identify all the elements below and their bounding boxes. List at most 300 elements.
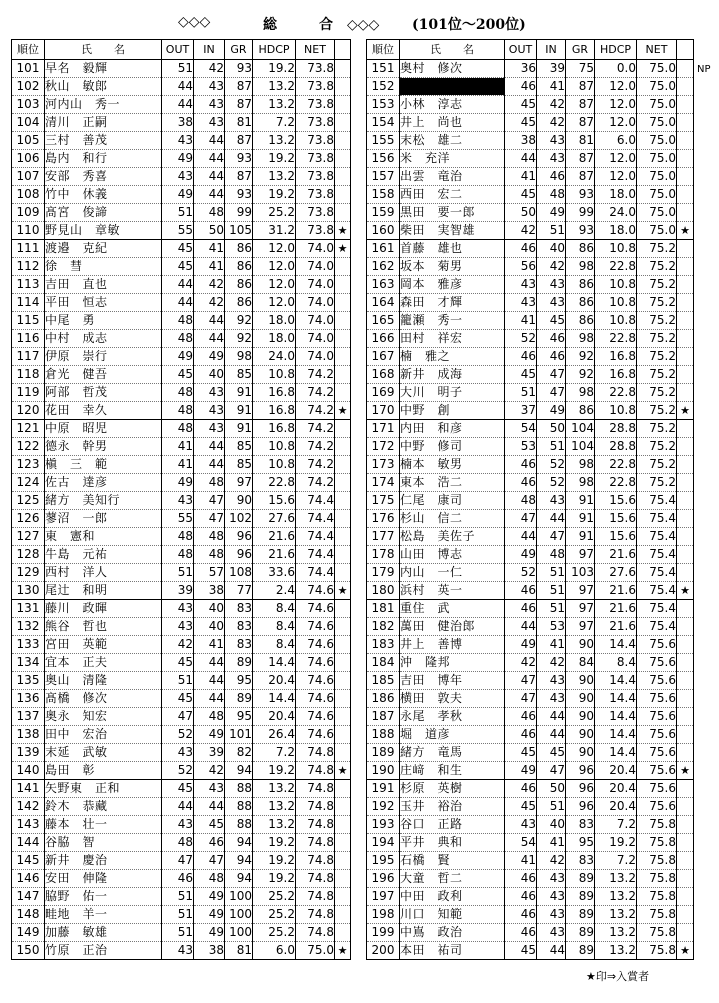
net-score-cell: 74.4 xyxy=(296,510,335,528)
rank-cell: 147 xyxy=(12,888,45,906)
rank-cell: 153 xyxy=(367,96,400,114)
ranking-body-right xyxy=(367,60,694,960)
out-score-cell: 42 xyxy=(162,636,194,654)
rank-cell: 133 xyxy=(12,636,45,654)
gross-score-cell: 98 xyxy=(566,474,595,492)
out-score-cell: 54 xyxy=(505,420,537,438)
net-score-cell: 75.4 xyxy=(637,600,677,618)
title-decoration-left: ◇◇◇ xyxy=(178,14,211,30)
gross-score-cell: 95 xyxy=(566,834,595,852)
gross-score-cell: 90 xyxy=(566,726,595,744)
gross-score-cell: 88 xyxy=(225,798,253,816)
net-score-cell: 75.2 xyxy=(637,330,677,348)
name-cell: 奥山 清隆 xyxy=(45,672,162,690)
prize-mark-cell xyxy=(335,690,351,708)
prize-mark-cell xyxy=(677,870,694,888)
in-score-cell: 42 xyxy=(194,276,225,294)
rank-cell: 189 xyxy=(367,744,400,762)
out-score-cell: 52 xyxy=(505,564,537,582)
net-score-cell: 73.8 xyxy=(296,150,335,168)
in-score-cell: 41 xyxy=(194,240,225,258)
prize-mark-cell xyxy=(677,60,694,78)
name-cell: 大川 明子 xyxy=(400,384,505,402)
net-score-cell: 75.0 xyxy=(637,168,677,186)
in-score-cell: 44 xyxy=(194,330,225,348)
in-score-cell: 44 xyxy=(537,510,566,528)
handicap-cell: 10.8 xyxy=(595,402,637,420)
rank-cell: 197 xyxy=(367,888,400,906)
gross-score-cell: 103 xyxy=(566,564,595,582)
prize-mark-cell xyxy=(677,924,694,942)
prize-mark-cell xyxy=(335,870,351,888)
prize-mark-cell xyxy=(677,744,694,762)
in-score-cell: 43 xyxy=(537,132,566,150)
rank-cell: 177 xyxy=(367,528,400,546)
in-score-cell: 51 xyxy=(537,600,566,618)
in-score-cell: 45 xyxy=(194,816,225,834)
gross-score-cell: 94 xyxy=(225,852,253,870)
net-score-cell: 75.0 xyxy=(637,78,677,96)
in-score-cell: 43 xyxy=(537,294,566,312)
net-score-cell: 74.6 xyxy=(296,726,335,744)
rank-cell: 194 xyxy=(367,834,400,852)
table-row xyxy=(367,924,694,942)
prize-mark-cell xyxy=(677,690,694,708)
name-cell: 吉田 直也 xyxy=(45,276,162,294)
in-score-cell: 40 xyxy=(537,240,566,258)
table-row xyxy=(12,852,351,870)
gross-score-cell: 92 xyxy=(225,312,253,330)
table-row xyxy=(367,582,694,600)
rank-cell: 190 xyxy=(367,762,400,780)
out-score-cell: 51 xyxy=(162,204,194,222)
out-score-cell: 51 xyxy=(162,924,194,942)
rank-cell: 123 xyxy=(12,456,45,474)
name-cell: 脇野 佑一 xyxy=(45,888,162,906)
header-mark xyxy=(335,40,351,60)
net-score-cell: 75.8 xyxy=(637,816,677,834)
out-score-cell: 44 xyxy=(505,618,537,636)
handicap-cell: 22.8 xyxy=(595,330,637,348)
rank-cell: 155 xyxy=(367,132,400,150)
rank-cell: 178 xyxy=(367,546,400,564)
rank-cell: 188 xyxy=(367,726,400,744)
net-score-cell: 75.6 xyxy=(637,654,677,672)
name-cell: 浜村 英一 xyxy=(400,582,505,600)
rank-cell: 120 xyxy=(12,402,45,420)
name-cell: 尾辻 和明 xyxy=(45,582,162,600)
out-score-cell: 44 xyxy=(505,150,537,168)
table-row xyxy=(12,438,351,456)
gross-score-cell: 93 xyxy=(225,186,253,204)
prize-mark-cell xyxy=(677,474,694,492)
handicap-cell: 13.2 xyxy=(253,816,296,834)
handicap-cell: 19.2 xyxy=(253,834,296,852)
name-cell: 平田 恒志 xyxy=(45,294,162,312)
table-row xyxy=(367,798,694,816)
in-score-cell: 53 xyxy=(537,618,566,636)
gross-score-cell: 85 xyxy=(225,438,253,456)
prize-mark-cell xyxy=(335,168,351,186)
rank-cell: 126 xyxy=(12,510,45,528)
prize-mark-cell xyxy=(677,168,694,186)
gross-score-cell: 86 xyxy=(225,276,253,294)
prize-mark-cell xyxy=(677,798,694,816)
net-score-cell: 75.6 xyxy=(637,726,677,744)
in-score-cell: 47 xyxy=(537,384,566,402)
in-score-cell: 44 xyxy=(194,654,225,672)
in-score-cell: 43 xyxy=(194,780,225,798)
in-score-cell: 40 xyxy=(537,816,566,834)
handicap-cell: 14.4 xyxy=(595,690,637,708)
net-score-cell: 75.0 xyxy=(296,942,335,960)
rank-cell: 122 xyxy=(12,438,45,456)
handicap-cell: 16.8 xyxy=(595,348,637,366)
handicap-cell: 12.0 xyxy=(253,258,296,276)
out-score-cell: 48 xyxy=(162,528,194,546)
prize-mark-cell xyxy=(677,132,694,150)
table-row xyxy=(12,816,351,834)
rank-cell: 109 xyxy=(12,204,45,222)
prize-mark-cell xyxy=(335,420,351,438)
name-cell: 岡本 雅彦 xyxy=(400,276,505,294)
handicap-cell: 13.2 xyxy=(595,870,637,888)
net-score-cell: 74.2 xyxy=(296,366,335,384)
in-score-cell: 44 xyxy=(537,708,566,726)
handicap-cell: 25.2 xyxy=(253,204,296,222)
name-cell: 石橋 賢 xyxy=(400,852,505,870)
gross-score-cell: 91 xyxy=(566,528,595,546)
rank-cell: 159 xyxy=(367,204,400,222)
handicap-cell: 14.4 xyxy=(595,726,637,744)
name-cell: 中野 修司 xyxy=(400,438,505,456)
prize-mark-cell xyxy=(335,528,351,546)
handicap-cell: 18.0 xyxy=(595,222,637,240)
prize-mark-cell: ★ xyxy=(335,402,351,420)
rank-cell: 191 xyxy=(367,780,400,798)
gross-score-cell: 97 xyxy=(566,546,595,564)
prize-mark-cell xyxy=(677,816,694,834)
prize-mark-cell xyxy=(677,780,694,798)
prize-mark-cell xyxy=(677,672,694,690)
title-word-1: 総 xyxy=(263,17,277,33)
net-score-cell: 75.4 xyxy=(637,582,677,600)
out-score-cell: 43 xyxy=(162,600,194,618)
handicap-cell: 13.2 xyxy=(253,96,296,114)
out-score-cell: 46 xyxy=(505,474,537,492)
net-score-cell: 75.6 xyxy=(637,690,677,708)
in-score-cell: 43 xyxy=(537,276,566,294)
out-score-cell: 46 xyxy=(505,456,537,474)
table-row xyxy=(367,906,694,924)
out-score-cell: 45 xyxy=(505,798,537,816)
in-score-cell: 47 xyxy=(194,852,225,870)
net-score-cell: 73.8 xyxy=(296,186,335,204)
out-score-cell: 41 xyxy=(162,456,194,474)
net-score-cell: 74.4 xyxy=(296,528,335,546)
handicap-cell: 14.4 xyxy=(253,654,296,672)
in-score-cell: 43 xyxy=(194,114,225,132)
table-row xyxy=(367,96,694,114)
redacted-name-cell xyxy=(400,78,505,96)
in-score-cell: 43 xyxy=(537,672,566,690)
out-score-cell: 47 xyxy=(505,690,537,708)
name-cell: 竹中 休義 xyxy=(45,186,162,204)
table-row xyxy=(12,186,351,204)
in-score-cell: 45 xyxy=(537,744,566,762)
handicap-cell: 18.0 xyxy=(595,186,637,204)
rank-cell: 134 xyxy=(12,654,45,672)
in-score-cell: 38 xyxy=(194,942,225,960)
handicap-cell: 7.2 xyxy=(595,816,637,834)
rank-cell: 176 xyxy=(367,510,400,528)
gross-score-cell: 88 xyxy=(225,780,253,798)
in-score-cell: 49 xyxy=(537,402,566,420)
table-row xyxy=(367,474,694,492)
in-score-cell: 48 xyxy=(537,546,566,564)
handicap-cell: 12.0 xyxy=(595,168,637,186)
net-score-cell: 73.8 xyxy=(296,132,335,150)
prize-mark-cell: ★ xyxy=(335,582,351,600)
in-score-cell: 44 xyxy=(194,168,225,186)
net-score-cell: 74.4 xyxy=(296,564,335,582)
prize-mark-cell xyxy=(335,744,351,762)
rank-cell: 181 xyxy=(367,600,400,618)
gross-score-cell: 92 xyxy=(566,348,595,366)
gross-score-cell: 86 xyxy=(225,258,253,276)
in-score-cell: 49 xyxy=(194,348,225,366)
in-score-cell: 43 xyxy=(537,870,566,888)
in-score-cell: 43 xyxy=(194,384,225,402)
table-row xyxy=(367,276,694,294)
handicap-cell: 19.2 xyxy=(253,60,296,78)
net-score-cell: 74.0 xyxy=(296,294,335,312)
table-row xyxy=(12,492,351,510)
net-score-cell: 74.8 xyxy=(296,762,335,780)
name-cell: 鈴木 恭藏 xyxy=(45,798,162,816)
prize-mark-cell xyxy=(677,384,694,402)
rank-cell: 183 xyxy=(367,636,400,654)
gross-score-cell: 90 xyxy=(225,492,253,510)
name-cell: 早名 毅輝 xyxy=(45,60,162,78)
in-score-cell: 43 xyxy=(194,420,225,438)
handicap-cell: 13.2 xyxy=(253,798,296,816)
name-cell: 花田 幸久 xyxy=(45,402,162,420)
handicap-cell: 27.6 xyxy=(253,510,296,528)
rank-cell: 157 xyxy=(367,168,400,186)
handicap-cell: 10.8 xyxy=(253,438,296,456)
name-cell: 谷口 正路 xyxy=(400,816,505,834)
out-score-cell: 43 xyxy=(162,816,194,834)
gross-score-cell: 96 xyxy=(566,798,595,816)
gross-score-cell: 89 xyxy=(566,924,595,942)
name-cell: 内山 一仁 xyxy=(400,564,505,582)
header-gr: GR xyxy=(225,40,253,60)
table-row xyxy=(12,168,351,186)
header-out: OUT xyxy=(505,40,537,60)
gross-score-cell: 98 xyxy=(566,330,595,348)
name-cell: 秋山 敏郎 xyxy=(45,78,162,96)
gross-score-cell: 97 xyxy=(566,600,595,618)
net-score-cell: 75.2 xyxy=(637,420,677,438)
gross-score-cell: 83 xyxy=(225,600,253,618)
in-score-cell: 44 xyxy=(194,186,225,204)
in-score-cell: 47 xyxy=(194,510,225,528)
in-score-cell: 51 xyxy=(537,798,566,816)
prize-mark-cell: ★ xyxy=(335,942,351,960)
header-name: 氏 名 xyxy=(45,40,162,60)
name-cell: 萬田 健治郎 xyxy=(400,618,505,636)
rank-cell: 146 xyxy=(12,870,45,888)
name-cell: 河内山 秀一 xyxy=(45,96,162,114)
handicap-cell: 16.8 xyxy=(253,384,296,402)
gross-score-cell: 90 xyxy=(566,708,595,726)
gross-score-cell: 89 xyxy=(566,942,595,960)
prize-mark-cell xyxy=(335,438,351,456)
gross-score-cell: 90 xyxy=(566,636,595,654)
net-score-cell: 75.8 xyxy=(637,906,677,924)
in-score-cell: 43 xyxy=(194,402,225,420)
table-row xyxy=(12,528,351,546)
net-score-cell: 75.6 xyxy=(637,672,677,690)
out-score-cell: 51 xyxy=(162,672,194,690)
gross-score-cell: 87 xyxy=(225,132,253,150)
out-score-cell: 49 xyxy=(162,186,194,204)
name-cell: 緒方 美知行 xyxy=(45,492,162,510)
prize-mark-cell xyxy=(677,546,694,564)
table-row xyxy=(12,402,351,420)
net-score-cell: 75.2 xyxy=(637,456,677,474)
gross-score-cell: 87 xyxy=(225,168,253,186)
prize-mark-cell xyxy=(677,600,694,618)
name-cell: 安田 伸隆 xyxy=(45,870,162,888)
in-score-cell: 43 xyxy=(537,492,566,510)
net-score-cell: 75.0 xyxy=(637,132,677,150)
handicap-cell: 21.6 xyxy=(595,600,637,618)
net-score-cell: 74.2 xyxy=(296,402,335,420)
table-row xyxy=(12,348,351,366)
name-cell: 坂本 菊男 xyxy=(400,258,505,276)
handicap-cell: 16.8 xyxy=(595,366,637,384)
prize-mark-cell xyxy=(335,726,351,744)
rank-cell: 149 xyxy=(12,924,45,942)
in-score-cell: 43 xyxy=(537,924,566,942)
prize-mark-cell xyxy=(335,600,351,618)
prize-mark-cell xyxy=(677,834,694,852)
in-score-cell: 48 xyxy=(194,474,225,492)
handicap-cell: 13.2 xyxy=(253,132,296,150)
in-score-cell: 51 xyxy=(537,582,566,600)
rank-cell: 175 xyxy=(367,492,400,510)
net-score-cell: 74.8 xyxy=(296,924,335,942)
name-cell: 新井 成海 xyxy=(400,366,505,384)
rank-cell: 144 xyxy=(12,834,45,852)
in-score-cell: 44 xyxy=(194,672,225,690)
gross-score-cell: 93 xyxy=(566,222,595,240)
name-cell: 清川 正嗣 xyxy=(45,114,162,132)
gross-score-cell: 91 xyxy=(566,492,595,510)
table-row xyxy=(367,942,694,960)
table-row xyxy=(12,330,351,348)
prize-legend: ★印⇒入賞者 xyxy=(586,970,650,983)
prize-mark-cell xyxy=(677,366,694,384)
rank-cell: 150 xyxy=(12,942,45,960)
header-in: IN xyxy=(537,40,566,60)
prize-mark-cell xyxy=(677,420,694,438)
out-score-cell: 46 xyxy=(162,870,194,888)
out-score-cell: 49 xyxy=(162,150,194,168)
gross-score-cell: 87 xyxy=(566,168,595,186)
net-score-cell: 75.8 xyxy=(637,924,677,942)
in-score-cell: 48 xyxy=(194,546,225,564)
prize-mark-cell xyxy=(677,312,694,330)
table-row xyxy=(12,636,351,654)
net-score-cell: 74.4 xyxy=(296,492,335,510)
gross-score-cell: 89 xyxy=(225,690,253,708)
handicap-cell: 13.2 xyxy=(253,780,296,798)
out-score-cell: 43 xyxy=(162,618,194,636)
handicap-cell: 12.0 xyxy=(595,150,637,168)
name-cell: 畦地 羊一 xyxy=(45,906,162,924)
rank-cell: 108 xyxy=(12,186,45,204)
gross-score-cell: 87 xyxy=(566,96,595,114)
rank-cell: 163 xyxy=(367,276,400,294)
handicap-cell: 13.2 xyxy=(253,78,296,96)
in-score-cell: 46 xyxy=(537,348,566,366)
table-row xyxy=(12,222,351,240)
rank-cell: 105 xyxy=(12,132,45,150)
out-score-cell: 51 xyxy=(162,888,194,906)
in-score-cell: 39 xyxy=(194,744,225,762)
gross-score-cell: 89 xyxy=(566,888,595,906)
out-score-cell: 46 xyxy=(505,708,537,726)
in-score-cell: 52 xyxy=(537,456,566,474)
in-score-cell: 44 xyxy=(537,726,566,744)
rank-cell: 102 xyxy=(12,78,45,96)
out-score-cell: 45 xyxy=(505,186,537,204)
table-row xyxy=(367,654,694,672)
gross-score-cell: 87 xyxy=(566,114,595,132)
net-score-cell: 74.0 xyxy=(296,258,335,276)
prize-mark-cell: ★ xyxy=(677,222,694,240)
net-score-cell: 75.4 xyxy=(637,528,677,546)
rank-cell: 117 xyxy=(12,348,45,366)
net-score-cell: 75.8 xyxy=(637,888,677,906)
name-cell: 中村 成志 xyxy=(45,330,162,348)
prize-mark-cell xyxy=(677,510,694,528)
name-cell: 中田 政利 xyxy=(400,888,505,906)
rank-cell: 111 xyxy=(12,240,45,258)
prize-mark-cell xyxy=(335,654,351,672)
rank-cell: 118 xyxy=(12,366,45,384)
out-score-cell: 46 xyxy=(505,780,537,798)
gross-score-cell: 90 xyxy=(566,690,595,708)
gross-score-cell: 82 xyxy=(225,744,253,762)
rank-cell: 104 xyxy=(12,114,45,132)
prize-mark-cell xyxy=(335,510,351,528)
table-row xyxy=(367,258,694,276)
net-score-cell: 75.2 xyxy=(637,438,677,456)
out-score-cell: 51 xyxy=(162,906,194,924)
rank-cell: 115 xyxy=(12,312,45,330)
prize-mark-cell xyxy=(677,348,694,366)
gross-score-cell: 95 xyxy=(225,672,253,690)
gross-score-cell: 83 xyxy=(225,636,253,654)
handicap-cell: 15.6 xyxy=(595,528,637,546)
gross-score-cell: 85 xyxy=(225,456,253,474)
out-score-cell: 45 xyxy=(162,258,194,276)
handicap-cell: 18.0 xyxy=(253,312,296,330)
